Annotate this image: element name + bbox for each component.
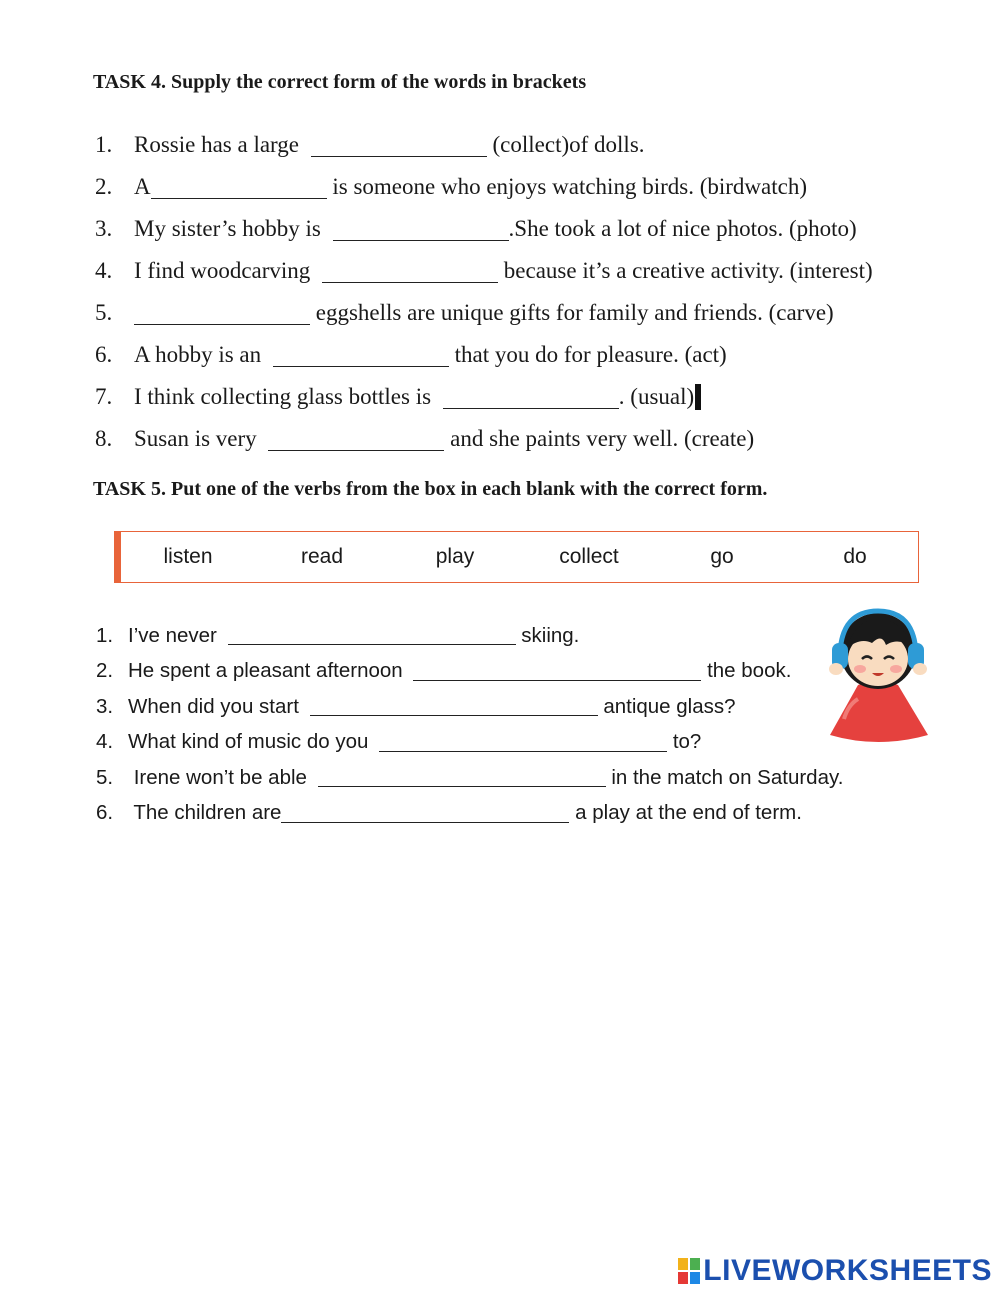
verb-word: listen <box>163 545 213 568</box>
item-text-before: Rossie has a large <box>134 132 305 157</box>
task4-item <box>95 418 975 460</box>
item-text-before: He spent a pleasant afternoon <box>128 659 409 683</box>
answer-blank[interactable] <box>443 386 619 409</box>
item-text-after: skiing. <box>515 623 580 647</box>
item-text-before: Irene won’t be able <box>128 765 313 789</box>
item-number: 1. <box>95 132 113 157</box>
item-text-before: A <box>134 174 151 199</box>
item-text-after: that you do for pleasure. (act) <box>448 342 727 367</box>
item-number: 7. <box>95 384 113 409</box>
answer-blank[interactable] <box>318 768 606 787</box>
answer-blank[interactable] <box>134 302 310 325</box>
item-text-after: (collect)of dolls. <box>486 132 645 157</box>
answer-blank[interactable] <box>228 626 516 645</box>
task5-item <box>96 725 936 761</box>
verb-word: read <box>300 545 344 568</box>
task4-list <box>95 124 975 460</box>
item-text-after: a play at the end of term. <box>569 801 802 825</box>
task4-item <box>95 166 975 208</box>
task5-item <box>96 654 936 690</box>
item-number: 5. <box>95 300 113 325</box>
verb-word: play <box>435 545 475 568</box>
item-text-after: because it’s a creative activity. (interest) <box>498 258 873 283</box>
item-number: 2. <box>95 174 113 199</box>
item-text-after: to? <box>667 730 702 754</box>
answer-blank[interactable] <box>413 662 701 681</box>
task4-title: TASK 4. Supply the correct form of the words in brackets <box>93 71 587 93</box>
item-text-before: What kind of music do you <box>128 730 375 754</box>
item-number: 3. <box>95 216 113 241</box>
item-text-after: antique glass? <box>597 694 736 718</box>
task4-item <box>95 292 975 334</box>
task4-item <box>95 334 975 376</box>
answer-blank[interactable] <box>333 218 509 241</box>
task5-item <box>96 760 936 796</box>
item-number: 6. <box>96 801 114 825</box>
item-text-before: When did you start <box>128 694 305 718</box>
verb-word: do <box>843 545 867 568</box>
answer-blank[interactable] <box>379 733 667 752</box>
task5-item <box>96 689 936 725</box>
item-text-before: I think collecting glass bottles is <box>134 384 437 409</box>
item-text-after: the book. <box>701 659 792 683</box>
item-text-after: .She took a lot of nice photos. (photo) <box>508 216 857 241</box>
task4-item <box>95 376 975 418</box>
item-number: 3. <box>96 694 114 718</box>
item-text-before: Susan is very <box>134 426 263 451</box>
item-text-after: eggshells are unique gifts for family and friends. (carve) <box>310 300 834 325</box>
logo-text: LIVEWORKSHEETS <box>703 1254 992 1287</box>
verb-box <box>114 531 919 583</box>
item-text-before: My sister’s hobby is <box>134 216 327 241</box>
item-text-before: The children are <box>128 801 282 825</box>
answer-blank[interactable] <box>151 176 327 199</box>
task5-item <box>96 796 936 832</box>
item-text-before: A hobby is an <box>134 342 267 367</box>
answer-blank[interactable] <box>268 428 444 451</box>
answer-blank[interactable] <box>281 804 569 823</box>
item-text-after: and she paints very well. (create) <box>444 426 755 451</box>
task4-item <box>95 250 975 292</box>
item-number: 4. <box>95 258 113 283</box>
task4-item <box>95 124 975 166</box>
item-number: 2. <box>96 659 114 683</box>
task5-list <box>96 618 936 831</box>
item-text-after: . (usual) <box>618 384 695 409</box>
item-text-before: I’ve never <box>128 623 223 647</box>
girl-headphones-illustration <box>826 607 930 745</box>
item-text-after: is someone who enjoys watching birds. (birdwatch) <box>326 174 807 199</box>
text-cursor <box>695 384 701 410</box>
item-text-before: I find woodcarving <box>134 258 317 283</box>
logo-icon <box>678 1258 700 1284</box>
task5-item <box>96 618 936 654</box>
item-text-after: in the match on Saturday. <box>605 765 844 789</box>
liveworksheets-logo <box>678 1254 992 1288</box>
verb-word: go <box>710 545 734 568</box>
item-number: 4. <box>96 730 114 754</box>
answer-blank[interactable] <box>322 260 498 283</box>
answer-blank[interactable] <box>311 134 487 157</box>
item-number: 1. <box>96 623 114 647</box>
task5-title: TASK 5. Put one of the verbs from the box in each blank with the correct form. <box>93 478 768 500</box>
answer-blank[interactable] <box>273 344 449 367</box>
verb-word: collect <box>559 545 619 568</box>
task4-item <box>95 208 975 250</box>
item-number: 6. <box>95 342 113 367</box>
item-number: 5. <box>96 765 114 789</box>
answer-blank[interactable] <box>310 697 598 716</box>
item-number: 8. <box>95 426 113 451</box>
